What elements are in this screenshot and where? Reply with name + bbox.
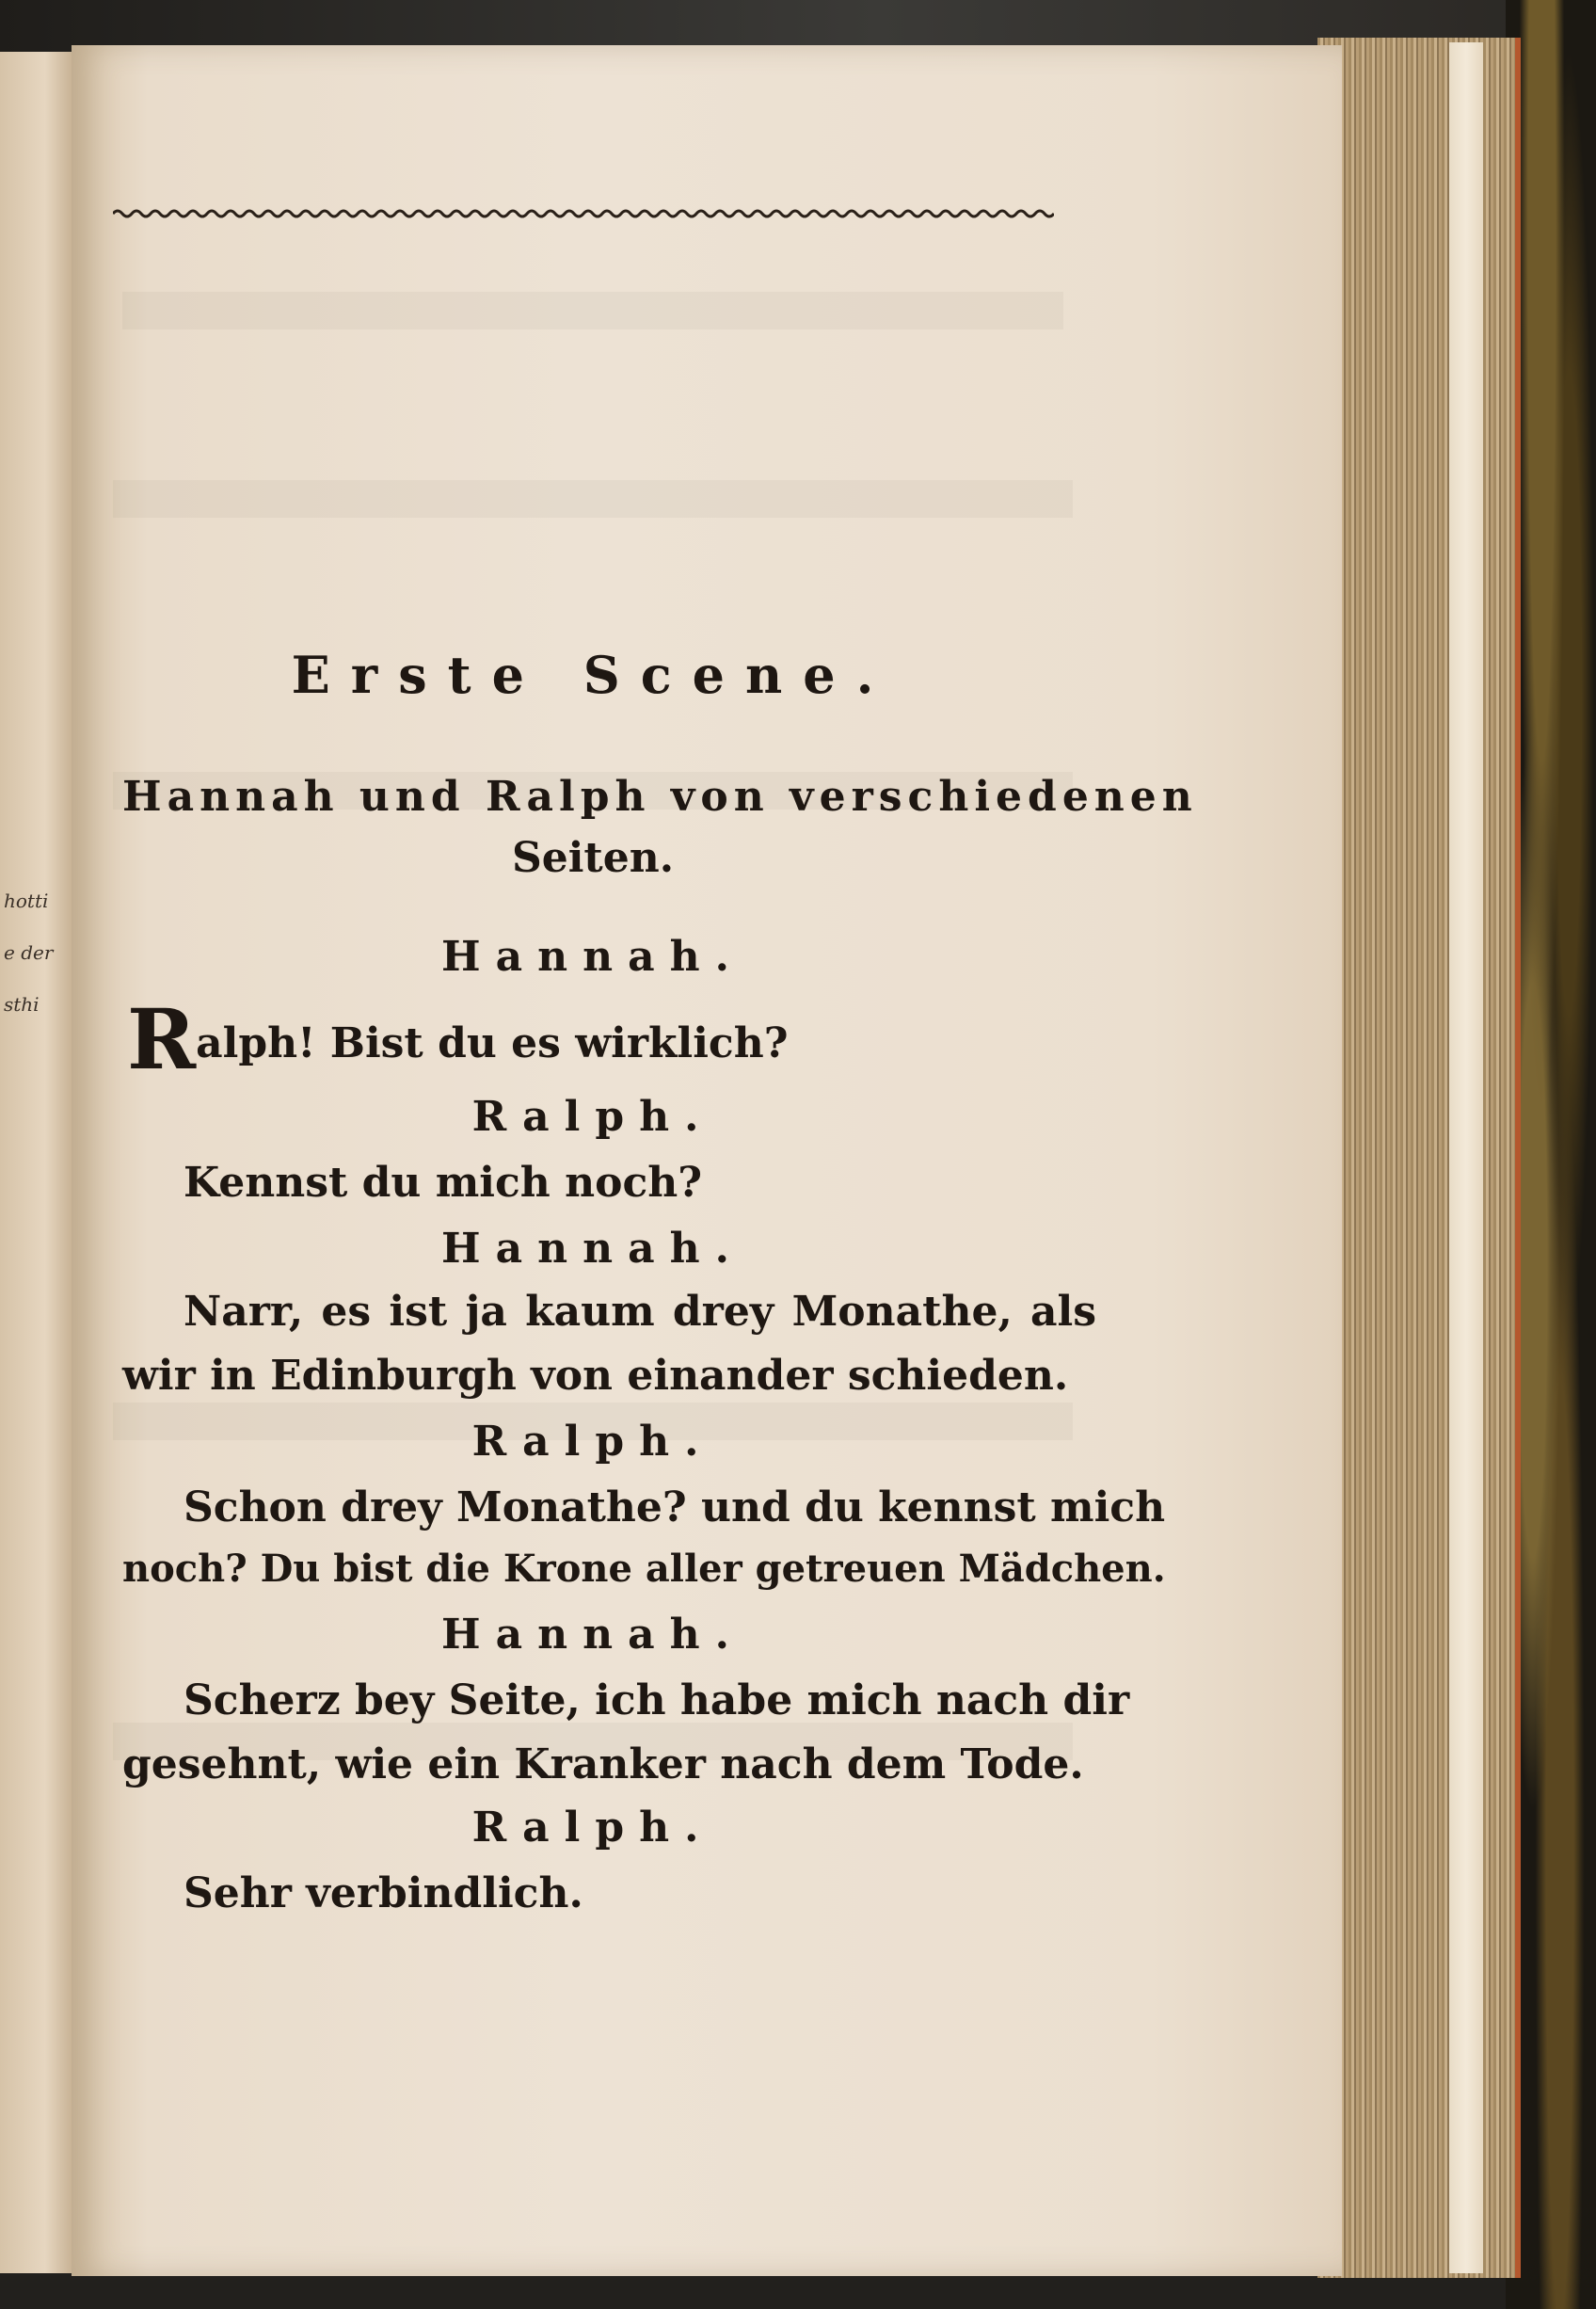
drop-initial: R [127, 990, 197, 1088]
stage-direction-line: Seiten. [511, 834, 675, 882]
dialogue-line: Narr, es ist ja kaum drey Monathe, als [184, 1288, 1096, 1336]
dialogue-line: Kennst du mich noch? [184, 1159, 703, 1207]
dialogue-line: noch? Du bist die Krone aller getreuen Mädchen. [122, 1547, 1166, 1591]
dialogue-line: gesehnt, wie ein Kranker nach dem Tode. [122, 1740, 1084, 1788]
dialogue-line: wir in Edinburgh von einander schieden. [122, 1352, 1069, 1400]
dialogue-line: Sehr verbindlich. [184, 1869, 583, 1917]
facing-page-fragment: sthi [4, 993, 40, 1016]
speaker-name: Ralph. [471, 1418, 714, 1466]
facing-page-fragment: e der [4, 941, 54, 964]
speaker-name: Ralph. [471, 1804, 714, 1852]
speaker-name: Ralph. [471, 1093, 714, 1141]
dialogue-line-rest: alph! Bist du es wirklich? [196, 1019, 789, 1067]
speaker-name: Hannah. [441, 1611, 744, 1659]
dialogue-line: Scherz bey Seite, ich habe mich nach dir [184, 1676, 1130, 1724]
dialogue-line [127, 990, 789, 1088]
stage-direction-line: Hannah und Ralph von verschiedenen [122, 773, 1198, 821]
speaker-name: Hannah. [441, 1225, 744, 1273]
scene-title: Erste Scene. [291, 645, 895, 705]
facing-page-fragment: hotti [4, 890, 49, 912]
dialogue-line: Schon drey Monathe? und du kennst mich [184, 1483, 1166, 1531]
speaker-name: Hannah. [441, 933, 744, 981]
